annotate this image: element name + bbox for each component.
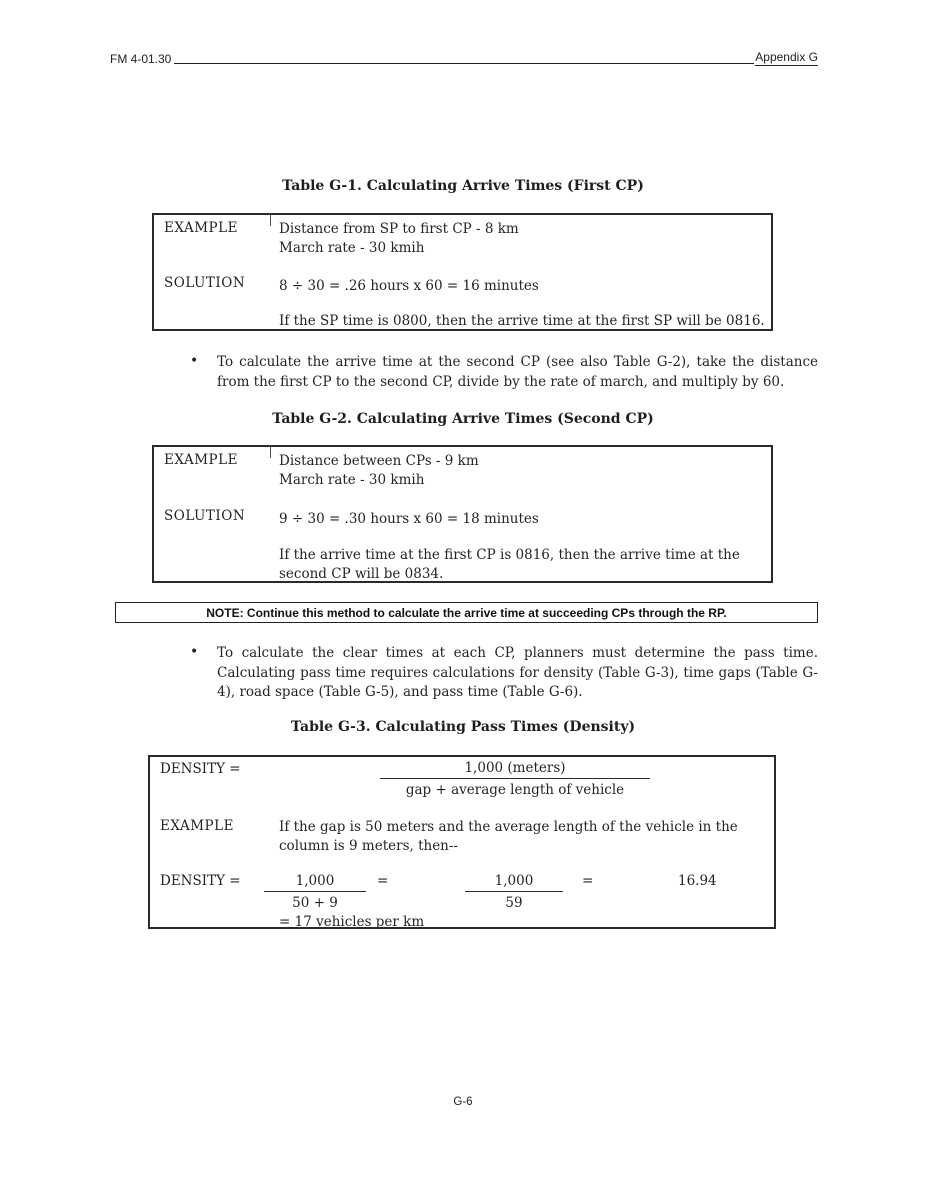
equals-sign: = (582, 873, 594, 889)
bullet-marker: • (190, 353, 199, 369)
example-line: March rate - 30 kmih (279, 472, 425, 488)
solution-label: SOLUTION (164, 275, 246, 291)
example-text: If the gap is 50 meters and the average length of the vehicle in the column is 9 meters, then-- (279, 819, 738, 854)
vehicles-per-km-line: = 17 vehicles per km (279, 914, 425, 930)
doc-id: FM 4-01.30 (110, 52, 172, 66)
note-text: NOTE: Continue this method to calculate the arrive time at succeeding CPs through the RP. (206, 605, 727, 620)
equals-sign: = (377, 873, 389, 889)
fraction-numerator: 1,000 (264, 873, 366, 892)
bullet-marker: • (190, 644, 199, 660)
header-rule (174, 50, 754, 64)
formula-denominator: gap + average length of vehicle (405, 782, 625, 798)
example-line: Distance from SP to first CP - 8 km (279, 221, 519, 237)
solution-line: 9 ÷ 30 = .30 hours x 60 = 18 minutes (279, 511, 539, 527)
note-box (115, 602, 818, 623)
solution-line: 8 ÷ 30 = .26 hours x 60 = 16 minutes (279, 278, 539, 294)
calc-density-label: DENSITY = (160, 873, 241, 889)
fraction-denominator: 50 + 9 (292, 895, 338, 911)
table-g1-title: Table G-1. Calculating Arrive Times (First CP) (282, 178, 644, 194)
result-line: If the SP time is 0800, then the arrive time at the first SP will be 0816. (279, 313, 765, 329)
result-value: 16.94 (678, 873, 717, 889)
example-label: EXAMPLE (160, 818, 234, 834)
appendix-label: Appendix G (755, 50, 818, 64)
density-formula (380, 760, 650, 798)
example-label: EXAMPLE (164, 220, 238, 236)
result-line: If the arrive time at the first CP is 0816, then the arrive time at the second CP will be 0834. (279, 547, 740, 582)
table-g2-title: Table G-2. Calculating Arrive Times (Second CP) (272, 411, 654, 427)
table-g3 (148, 755, 776, 929)
page-header (110, 50, 818, 66)
fraction-numerator: 1,000 (465, 873, 563, 892)
fraction-1 (264, 873, 366, 911)
solution-label: SOLUTION (164, 508, 246, 524)
table-g3-title: Table G-3. Calculating Pass Times (Density) (290, 719, 636, 735)
density-label: DENSITY = (160, 761, 241, 777)
example-line: March rate - 30 kmih (279, 240, 425, 256)
table-g1 (152, 213, 773, 331)
column-divider-tick (270, 447, 271, 458)
fraction-denominator: 59 (505, 895, 523, 911)
example-label: EXAMPLE (164, 452, 238, 468)
fraction-2 (465, 873, 563, 911)
formula-numerator: 1,000 (meters) (380, 760, 650, 779)
example-line: Distance between CPs - 9 km (279, 453, 479, 469)
page-number: G-6 (453, 1096, 473, 1108)
bullet-text: To calculate the arrive time at the second CP (see also Table G-2), take the distance from the first CP to the second CP, divide by the rate of march, and multiply by 60. (217, 354, 818, 390)
column-divider-tick (270, 215, 271, 226)
bullet-text: To calculate the clear times at each CP, planners must determine the pass time. Calculating pass time requires calculations for density (Table G-3), time gaps (Table G-4), road space (Table G-5), and pass time (Table G-6). (217, 645, 818, 700)
table-g2 (152, 445, 773, 583)
